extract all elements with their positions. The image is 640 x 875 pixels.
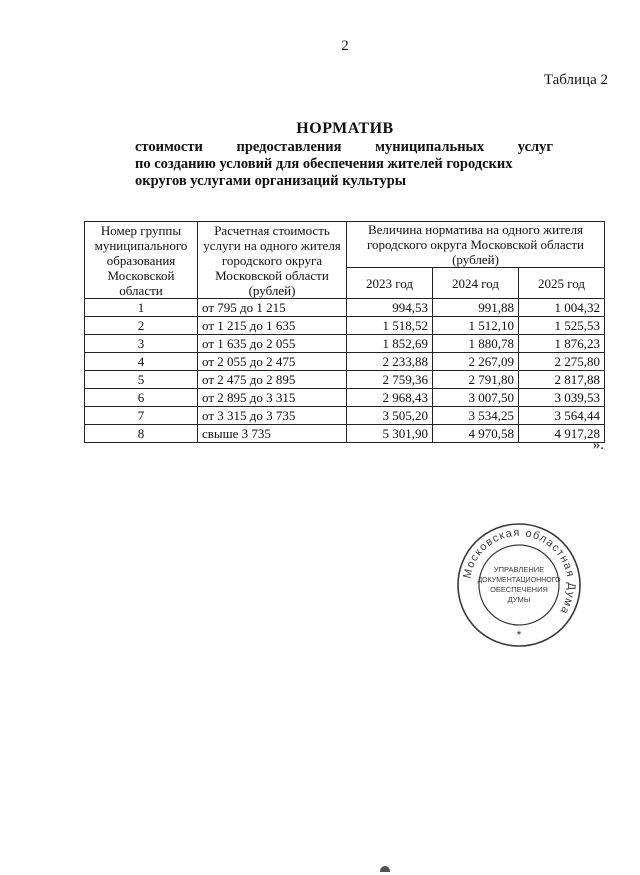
table-header-row — [85, 222, 605, 268]
document-heading: НОРМАТИВ — [296, 120, 394, 137]
stamp-star-icon: * — [516, 628, 522, 642]
norm-2025-cell: 2 817,88 — [518, 371, 604, 389]
group-number-cell: 6 — [85, 389, 198, 407]
population-range-cell: свыше 3 735 — [198, 425, 347, 443]
duma-stamp-seal — [456, 522, 582, 648]
group-number-cell: 3 — [85, 335, 198, 353]
stamp-center-line: ДОКУМЕНТАЦИОННОГО — [477, 577, 561, 584]
header-norm: Величина норматива на одного жителя городского округа Московской области (рублей) — [347, 222, 605, 268]
norm-2024-cell: 4 970,58 — [432, 425, 518, 443]
group-number-cell: 4 — [85, 353, 198, 371]
norm-2024-cell: 3 534,25 — [432, 407, 518, 425]
header-year-2025: 2025 год — [518, 268, 604, 299]
closing-quote-mark: ». — [592, 437, 604, 453]
header-group: Номер группы муниципального образования Московской области — [85, 222, 198, 299]
table-row — [85, 371, 605, 389]
norm-2023-cell: 1 852,69 — [347, 335, 433, 353]
group-number-cell: 1 — [85, 299, 198, 317]
norm-2024-cell: 1 512,10 — [432, 317, 518, 335]
stamp-ring-text: Московская областная Дума — [461, 526, 578, 617]
table-row — [85, 299, 605, 317]
norm-2023-cell: 994,53 — [347, 299, 433, 317]
table-body — [85, 299, 605, 443]
norm-2024-cell: 3 007,50 — [432, 389, 518, 407]
subtitle-line: округов услугами организаций культуры — [135, 173, 407, 189]
page-edge-mark — [380, 866, 390, 872]
group-number-cell: 2 — [85, 317, 198, 335]
stamp-center-line: УПРАВЛЕНИЕ — [493, 565, 545, 574]
table-row — [85, 407, 605, 425]
table-row — [85, 353, 605, 371]
norm-2023-cell: 2 759,36 — [347, 371, 433, 389]
subtitle-line: стоимости предоставления муниципальных услуг — [135, 139, 553, 155]
header-cost: Расчетная стоимость услуги на одного жителя городского округа Московской области (рублей) — [198, 222, 347, 299]
norm-2023-cell: 1 518,52 — [347, 317, 433, 335]
norm-2024-cell: 2 267,09 — [432, 353, 518, 371]
table-row — [85, 335, 605, 353]
table-label: Таблица 2 — [543, 72, 608, 88]
norm-2025-cell: 1 876,23 — [518, 335, 604, 353]
norm-2023-cell: 5 301,90 — [347, 425, 433, 443]
table-row — [85, 389, 605, 407]
population-range-cell: от 1 635 до 2 055 — [198, 335, 347, 353]
stamp-center-line: ОБЕСПЕЧЕНИЯ — [490, 585, 548, 594]
header-year-2023: 2023 год — [347, 268, 433, 299]
group-number-cell: 8 — [85, 425, 198, 443]
header-year-2024: 2024 год — [432, 268, 518, 299]
population-range-cell: от 2 475 до 2 895 — [198, 371, 347, 389]
norm-2023-cell: 3 505,20 — [347, 407, 433, 425]
group-number-cell: 7 — [85, 407, 198, 425]
stamp-center-line: ДУМЫ — [507, 595, 531, 604]
norm-2023-cell: 2 968,43 — [347, 389, 433, 407]
norm-table — [84, 221, 605, 443]
population-range-cell: от 3 315 до 3 735 — [198, 407, 347, 425]
norm-2025-cell: 4 917,28 — [518, 425, 604, 443]
group-number-cell: 5 — [85, 371, 198, 389]
norm-2025-cell: 1 004,32 — [518, 299, 604, 317]
norm-2025-cell: 2 275,80 — [518, 353, 604, 371]
norm-2024-cell: 991,88 — [432, 299, 518, 317]
norm-2025-cell: 3 564,44 — [518, 407, 604, 425]
norm-2023-cell: 2 233,88 — [347, 353, 433, 371]
table-row — [85, 425, 605, 443]
norm-2025-cell: 1 525,53 — [518, 317, 604, 335]
norm-2024-cell: 2 791,80 — [432, 371, 518, 389]
document-subtitle — [135, 139, 553, 190]
population-range-cell: от 795 до 1 215 — [198, 299, 347, 317]
norm-2025-cell: 3 039,53 — [518, 389, 604, 407]
table-row — [85, 317, 605, 335]
page-number: 2 — [341, 38, 349, 54]
population-range-cell: от 2 895 до 3 315 — [198, 389, 347, 407]
subtitle-line: по созданию условий для обеспечения жителей городских — [135, 156, 513, 172]
norm-2024-cell: 1 880,78 — [432, 335, 518, 353]
population-range-cell: от 2 055 до 2 475 — [198, 353, 347, 371]
population-range-cell: от 1 215 до 1 635 — [198, 317, 347, 335]
